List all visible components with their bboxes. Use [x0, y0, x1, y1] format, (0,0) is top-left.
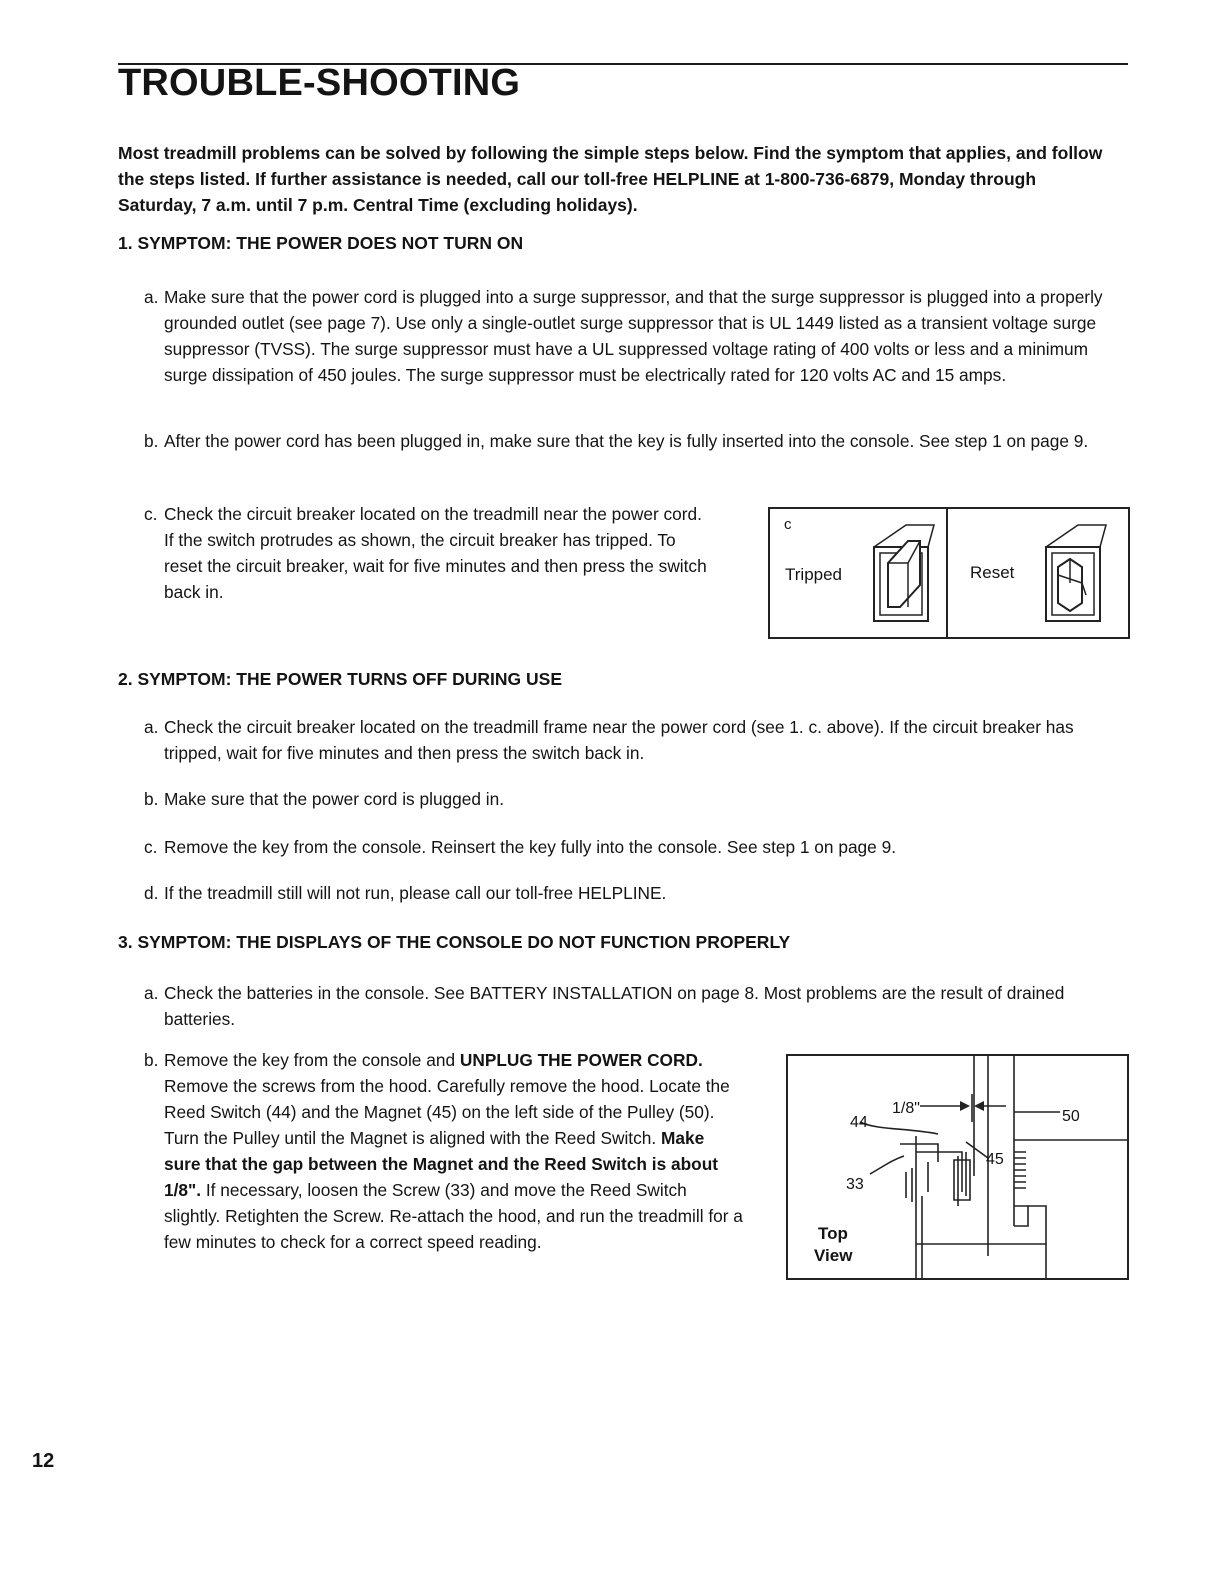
- step-letter: d.: [144, 883, 159, 903]
- label-gap: 1/8": [892, 1100, 920, 1117]
- reed-switch-figure: [786, 1054, 1129, 1280]
- step-1b: [144, 428, 1126, 454]
- page-title: TROUBLE-SHOOTING: [118, 62, 521, 104]
- step-text-bold: Make sure that the gap between the Magnet and the Reed Switch is about 1/8".: [164, 1128, 719, 1200]
- step-3a: [144, 980, 1126, 1032]
- step-text: After the power cord has been plugged in, make sure that the key is fully inserted into the console. See step 1 on page 9.: [164, 431, 1089, 451]
- label-45: 45: [986, 1151, 1004, 1168]
- step-text: Check the batteries in the console. See BATTERY INSTALLATION on page 8. Most problems are the result of drained batteries.: [164, 983, 1065, 1029]
- step-text: Remove the key from the console. Reinsert the key fully into the console. See step 1 on page 9.: [164, 837, 896, 857]
- page-number: 12: [32, 1450, 55, 1472]
- breaker-reset-icon: [1042, 523, 1112, 627]
- figure-letter: c: [784, 516, 792, 533]
- label-33: 33: [846, 1176, 864, 1193]
- reset-label: Reset: [970, 563, 1015, 582]
- step-text: Check the circuit breaker located on the treadmill near the power cord. If the switch protrudes as shown, the circuit breaker has tripped. To reset the circuit breaker, wait for five minutes and then press the switch back in.: [164, 504, 707, 602]
- step-letter: c.: [144, 837, 158, 857]
- step-text: If the treadmill still will not run, please call our toll-free HELPLINE.: [164, 883, 667, 903]
- reed-switch-diagram: [788, 1056, 1127, 1278]
- step-2a: [144, 714, 1126, 766]
- circuit-breaker-figure: [768, 507, 1130, 639]
- step-2d: [144, 880, 1126, 906]
- symptom-2-heading: 2. SYMPTOM: THE POWER TURNS OFF DURING USE: [118, 669, 563, 689]
- label-top: Top: [818, 1224, 848, 1243]
- label-44: 44: [850, 1114, 868, 1131]
- step-1c: [144, 501, 714, 605]
- step-3b: [144, 1047, 744, 1255]
- step-letter: c.: [144, 504, 158, 524]
- intro-paragraph: Most treadmill problems can be solved by following the simple steps below. Find the symptom that applies, and follow the steps listed. If further assistance is needed, call our toll-free HELPLINE at 1-800-736-6879, Monday through Saturday, 7 a.m. until 7 p.m. Central Time (excluding holidays).: [118, 143, 1103, 215]
- step-2b: [144, 786, 1126, 812]
- step-text-part: Remove the screws from the hood. Carefully remove the hood. Locate the Reed Switch (44) and the Magnet (45) on the left side of the Pulley (50). Turn the Pulley until the Magnet is aligned with the Reed Switch.: [164, 1076, 730, 1148]
- step-letter: b.: [144, 1050, 159, 1070]
- step-text: Make sure that the power cord is plugged into a surge suppressor, and that the surge suppressor is plugged into a properly grounded outlet (see page 7). Use only a single-outlet surge suppressor that is UL 1449 listed as a transient voltage surge suppressor (TVSS). The surge suppressor must have a UL suppressed voltage rating of 400 volts or less and a minimum surge dissipation of 450 joules. The surge suppressor must be electrically rated for 120 volts AC and 15 amps.: [164, 287, 1103, 385]
- step-letter: a.: [144, 717, 159, 737]
- step-text: [144, 1047, 744, 1255]
- step-text: Make sure that the power cord is plugged in.: [164, 789, 505, 809]
- tripped-label: Tripped: [785, 565, 843, 584]
- step-text-bold: UNPLUG THE POWER CORD.: [459, 1050, 703, 1070]
- label-view: View: [814, 1246, 853, 1265]
- breaker-tripped-icon: [870, 523, 940, 627]
- symptom-1-heading: 1. SYMPTOM: THE POWER DOES NOT TURN ON: [118, 233, 524, 253]
- step-text-part: If necessary, loosen the Screw (33) and move the Reed Switch slightly. Retighten the Screw. Re-attach the hood, and run the treadmill for a few minutes to check for a correct speed reading.: [164, 1180, 743, 1252]
- step-2c: [144, 834, 1126, 860]
- step-letter: a.: [144, 287, 159, 307]
- step-letter: b.: [144, 789, 159, 809]
- step-1a: [144, 284, 1126, 388]
- figure-divider: [946, 509, 948, 637]
- step-letter: a.: [144, 983, 159, 1003]
- step-text-part: Remove the key from the console and: [164, 1050, 460, 1070]
- step-letter: b.: [144, 431, 159, 451]
- step-text: Check the circuit breaker located on the treadmill frame near the power cord (see 1. c. above). If the circuit breaker has tripped, wait for five minutes and then press the switch back in.: [164, 717, 1074, 763]
- label-50: 50: [1062, 1108, 1080, 1125]
- symptom-3-heading: 3. SYMPTOM: THE DISPLAYS OF THE CONSOLE DO NOT FUNCTION PROPERLY: [118, 932, 791, 952]
